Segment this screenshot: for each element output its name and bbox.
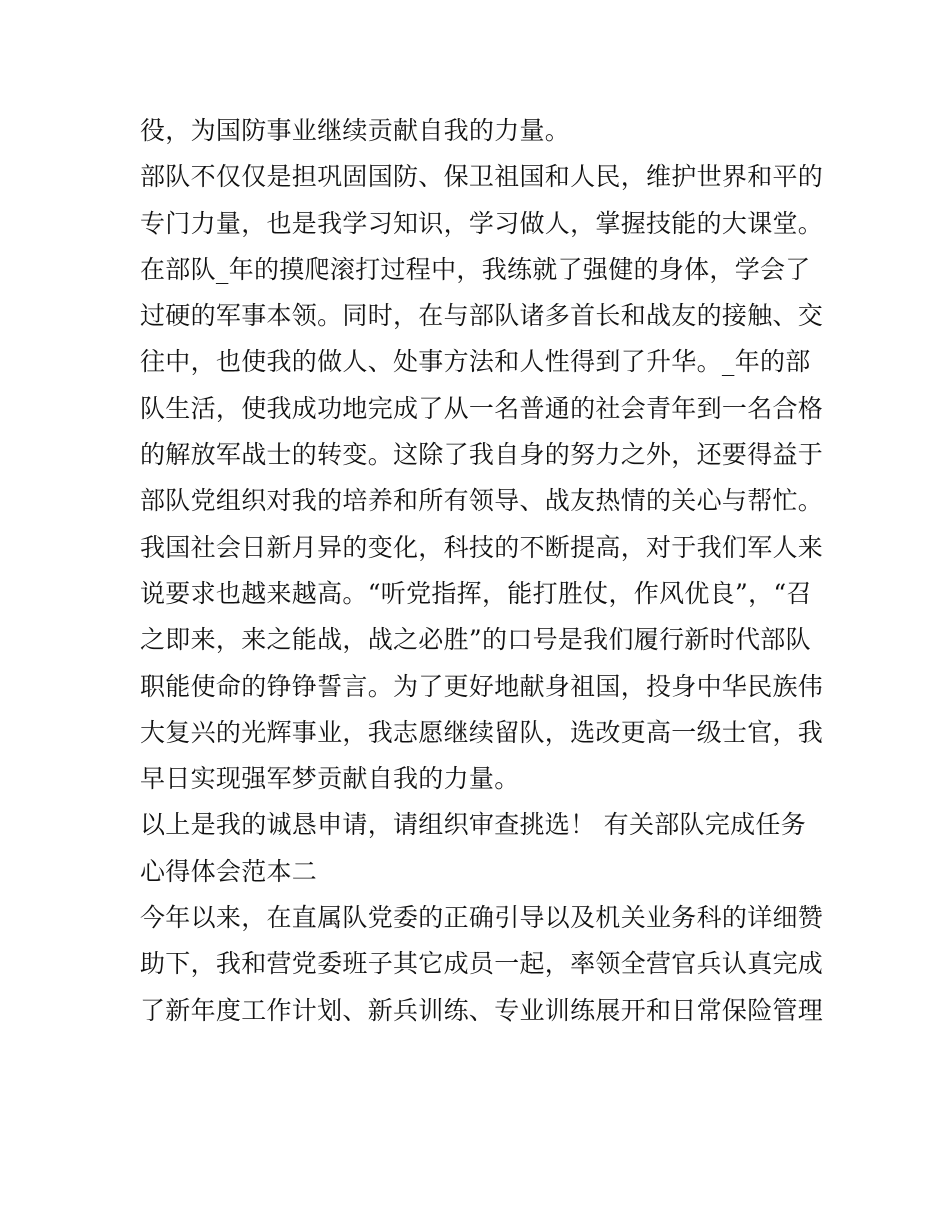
section-title-line: 心得体会范本二 xyxy=(140,856,318,886)
text-line: 部队党组织对我的培养和所有领导、战友热情的关心与帮忙。 xyxy=(140,486,824,516)
text-line: 以上是我的诚恳申请，请组织审查挑选！ 有关部队完成任务 xyxy=(140,810,807,840)
text-line: 我国社会日新月异的变化，科技的不断提高，对于我们军人来 xyxy=(140,532,824,562)
document-body xyxy=(140,108,840,1034)
text-line: 过硬的军事本领。同时，在与部队诸多首长和战友的接触、交 xyxy=(140,301,824,331)
text-line: 部队不仅仅是担巩固国防、保卫祖国和人民，维护世界和平的 xyxy=(140,162,824,192)
text-line: 往中，也使我的做人、处事方法和人性得到了升华。_年的部 xyxy=(140,347,811,377)
text-line: 了新年度工作计划、新兵训练、专业训练展开和日常保险管理 xyxy=(140,995,824,1025)
text-line: 职能使命的铮铮誓言。为了更好地献身祖国，投身中华民族伟 xyxy=(140,671,824,701)
text-line: 队生活，使我成功地完成了从一名普通的社会青年到一名合格 xyxy=(140,393,824,423)
text-line: 之即来，来之能战，战之必胜”的口号是我们履行新时代部队 xyxy=(140,625,811,655)
text-line: 的解放军战士的转变。这除了我自身的努力之外，还要得益于 xyxy=(140,440,824,470)
text-line: 说要求也越来越高。“听党指挥，能打胜仗，作风优良”，“召 xyxy=(140,578,812,608)
text-line: 在部队_年的摸爬滚打过程中，我练就了强健的身体，学会了 xyxy=(140,254,811,284)
text-line: 大复兴的光辉事业，我志愿继续留队，选改更高一级士官，我 xyxy=(140,717,824,747)
text-line: 助下，我和营党委班子其它成员一起，率领全营官兵认真完成 xyxy=(140,949,824,979)
text-line: 今年以来，在直属队党委的正确引导以及机关业务科的详细赞 xyxy=(140,903,824,933)
text-line: 专门力量，也是我学习知识，学习做人，掌握技能的大课堂。 xyxy=(140,208,824,238)
text-line: 早日实现强军梦贡献自我的力量。 xyxy=(140,764,520,794)
text-line: 役，为国防事业继续贡献自我的力量。 xyxy=(140,116,571,145)
